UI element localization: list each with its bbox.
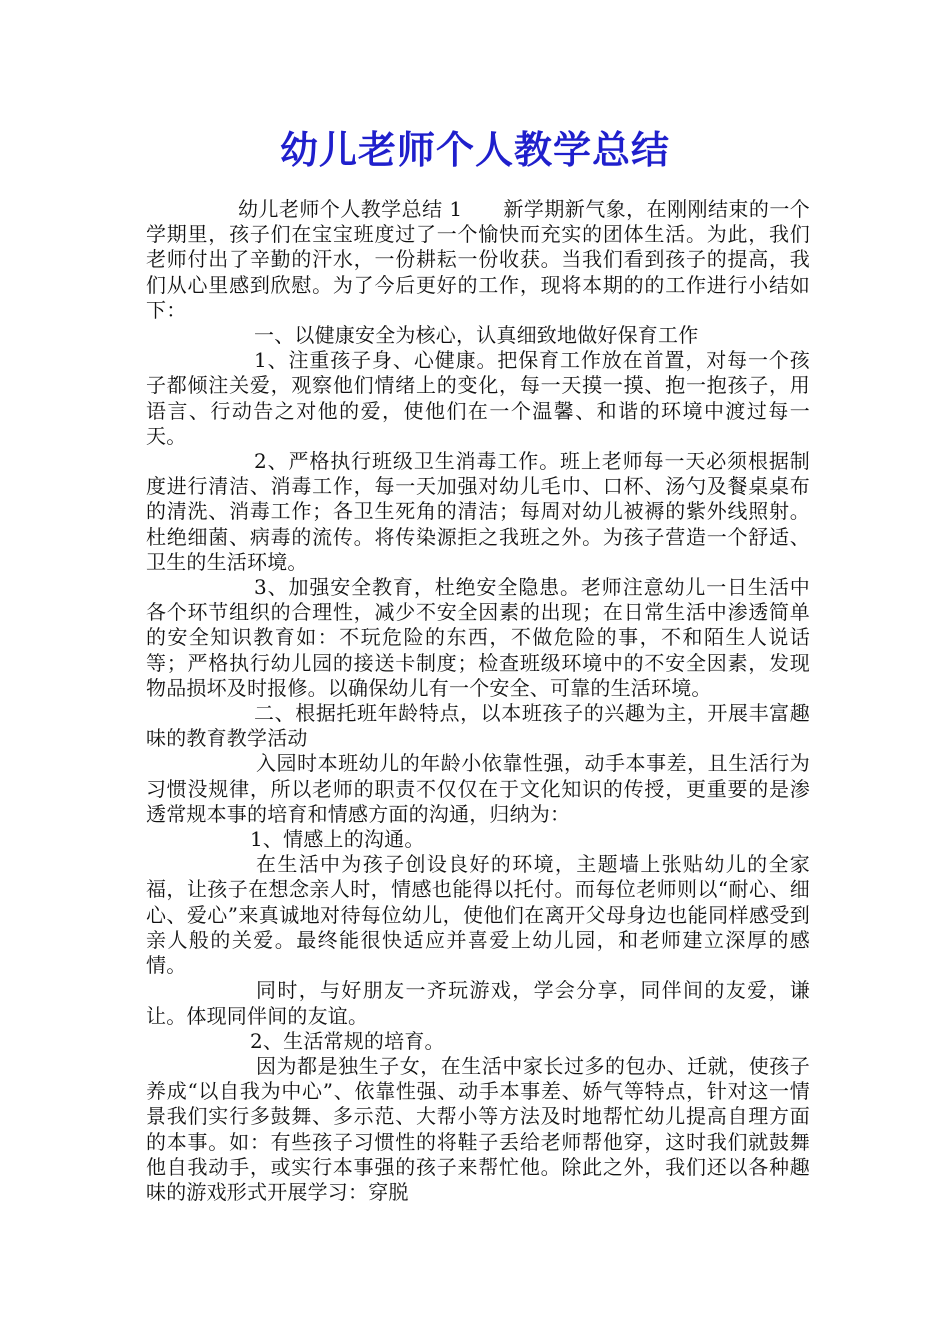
body-paragraph: 入园时本班幼儿的年龄小依靠性强，动手本事差，且生活行为习惯没规律，所以老师的职责不仅仅在于文化知识的传授，更重要的是渗透常规本事的培育和情感方面的沟通，归纳为：: [146, 751, 810, 826]
section-heading-2: 二、根据托班年龄特点，以本班孩子的兴趣为主，开展丰富趣味的教育教学活动: [146, 701, 810, 751]
sub-heading: 1、情感上的沟通。: [250, 827, 425, 852]
body-paragraph: 3、加强安全教育，杜绝安全隐患。老师注意幼儿一日生活中各个环节组织的合理性，减少不安全因素的出现；在日常生活中渗透简单的安全知识教育如：不玩危险的东西，不做危险的事，不和陌生人说话等；严格执行幼儿园的接送卡制度；检查班级环境中的不安全因素，发现物品损坏及时报修。以确保幼儿有一个安全、可靠的生活环境。: [146, 575, 810, 700]
body-paragraph: 在生活中为孩子创设良好的环境，主题墙上张贴幼儿的全家福，让孩子在想念亲人时，情感也能得以托付。而每位老师则以“耐心、细心、爱心”来真诚地对待每位幼儿，使他们在离开父母身边也能同样感受到亲人般的关爱。最终能很快适应并喜爱上幼儿园，和老师建立深厚的感情。: [146, 852, 810, 978]
body-paragraph: 同时，与好朋友一齐玩游戏，学会分享，同伴间的友爱，谦让。体现同伴间的友谊。: [146, 978, 810, 1028]
sub-heading: 2、生活常规的培育。: [250, 1028, 445, 1053]
section-heading-1: 一、以健康安全为核心，认真细致地做好保育工作: [254, 323, 699, 348]
document-body: [146, 197, 810, 1205]
body-paragraph: 1、注重孩子身、心健康。把保育工作放在首置，对每一个孩子都倾注关爱，观察他们情绪上的变化，每一天摸一摸、抱一抱孩子，用语言、行动告之对他的爱，使他们在一个温馨、和谐的环境中渡过每一天。: [146, 348, 810, 448]
body-paragraph: 2、严格执行班级卫生消毒工作。班上老师每一天必须根据制度进行清洁、消毒工作，每一天加强对幼儿毛巾、口杯、汤勺及餐桌桌布的清洗、消毒工作；各卫生死角的清洁；每周对幼儿被褥的紫外线照射。杜绝细菌、病毒的流传。将传染源拒之我班之外。为孩子营造一个舒适、卫生的生活环境。: [146, 449, 810, 574]
body-paragraph: 因为都是独生子女，在生活中家长过多的包办、迁就，使孩子养成“以自我为中心”、依靠性强、动手本事差、娇气等特点，针对这一情景我们实行多鼓舞、多示范、大帮小等方法及时地帮忙幼儿提高自理方面的本事。如：有些孩子习惯性的将鞋子丢给老师帮他穿，这时我们就鼓舞他自我动手，或实行本事强的孩子来帮忙他。除此之外，我们还以各种趣味的游戏形式开展学习：穿脱: [146, 1053, 810, 1204]
intro-paragraph: 幼儿老师个人教学总结 1 新学期新气象，在刚刚结束的一个学期里，孩子们在宝宝班度过了一个愉快而充实的团体生活。为此，我们老师付出了辛勤的汗水，一份耕耘一份收获。当我们看到孩子的提高，我们从心里感到欣慰。为了今后更好的工作，现将本期的的工作进行小结如下：: [146, 197, 810, 322]
document-title: 幼儿老师个人教学总结: [279, 128, 670, 172]
